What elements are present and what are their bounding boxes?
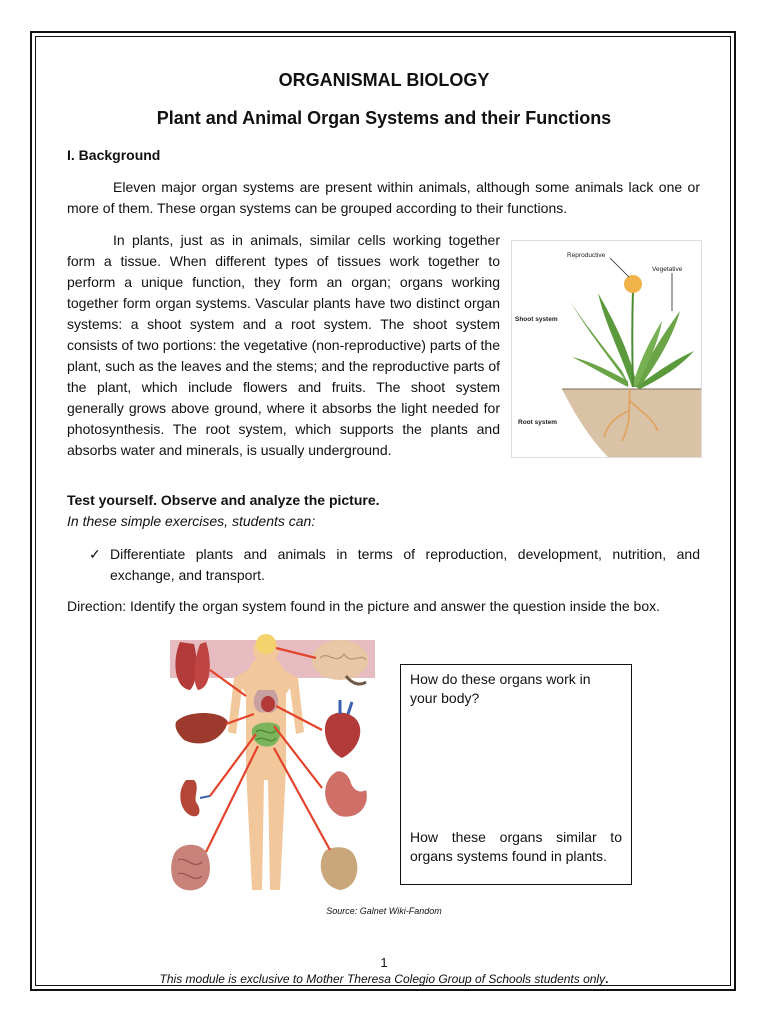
question-1: How do these organs work in your body? [410, 671, 591, 706]
lungs-icon [175, 642, 209, 690]
objective-text: Differentiate plants and animals in terms of reproduction, development, nutrition, and exchange, and transport. [110, 546, 700, 583]
bladder-icon [321, 847, 358, 890]
question-box [400, 664, 632, 885]
section-heading-background: I. Background [67, 147, 161, 163]
footer-note [0, 972, 768, 986]
human-organs-figure [170, 630, 375, 898]
objective-item [89, 544, 700, 586]
footer-text: This module is exclusive to Mother Theresa Colegio Group of Schools students only [159, 972, 606, 986]
document-title: ORGANISMAL BIOLOGY [278, 70, 490, 90]
heart-icon [325, 700, 360, 758]
label-reproductive: Reproductive [567, 252, 606, 259]
soil-region [562, 389, 701, 457]
direction-text: Direction: Identify the organ system found in the picture and answer the question inside the box. [67, 598, 661, 614]
page-number: 1 [380, 955, 388, 970]
figure-source: Source: Galnet Wiki-Fandom [326, 906, 442, 916]
kidney-icon [180, 780, 210, 816]
background-paragraph-1: Eleven major organ systems are present within animals, although some animals lack one or more of them. These organ systems can be grouped according to their functions. [67, 179, 700, 216]
check-mark-icon: ✓ [89, 546, 101, 562]
label-shoot-system: Shoot system [515, 316, 558, 323]
test-intro: In these simple exercises, students can: [67, 513, 316, 529]
background-paragraph-2: In plants, just as in animals, similar cells working together form a tissue. When different types of tissues work together to perform a unique function, they form an organ; organs working together form organ systems. Vascular plants have two distinct organ systems: a shoot system and a root system. The shoot system consists of two portions: the vegetative (non-reproductive) parts of the plant, such as the leaves and the stems; and the reproductive parts of the plant, which include flowers and fruits. The shoot system generally grows above ground, where it absorbs the light needed for photosynthesis. The root system, which supports the plants and absorbs water and minerals, is usually underground. [67, 232, 500, 458]
intestine-icon [171, 845, 210, 891]
label-root-system: Root system [518, 419, 558, 426]
document-subtitle: Plant and Animal Organ Systems and their Functions [156, 108, 612, 128]
flower-head [624, 275, 642, 293]
footer-period: . [605, 972, 609, 986]
flower-stem [632, 289, 633, 387]
plant-organ-systems-figure [511, 240, 702, 458]
label-vegetative: Vegetative [652, 266, 683, 273]
liver-icon [175, 713, 228, 743]
test-yourself-heading: Test yourself. Observe and analyze the picture. [67, 492, 380, 508]
stomach-icon [325, 771, 367, 816]
question-2: How these organs similar to organs systems found in plants. [410, 829, 622, 864]
